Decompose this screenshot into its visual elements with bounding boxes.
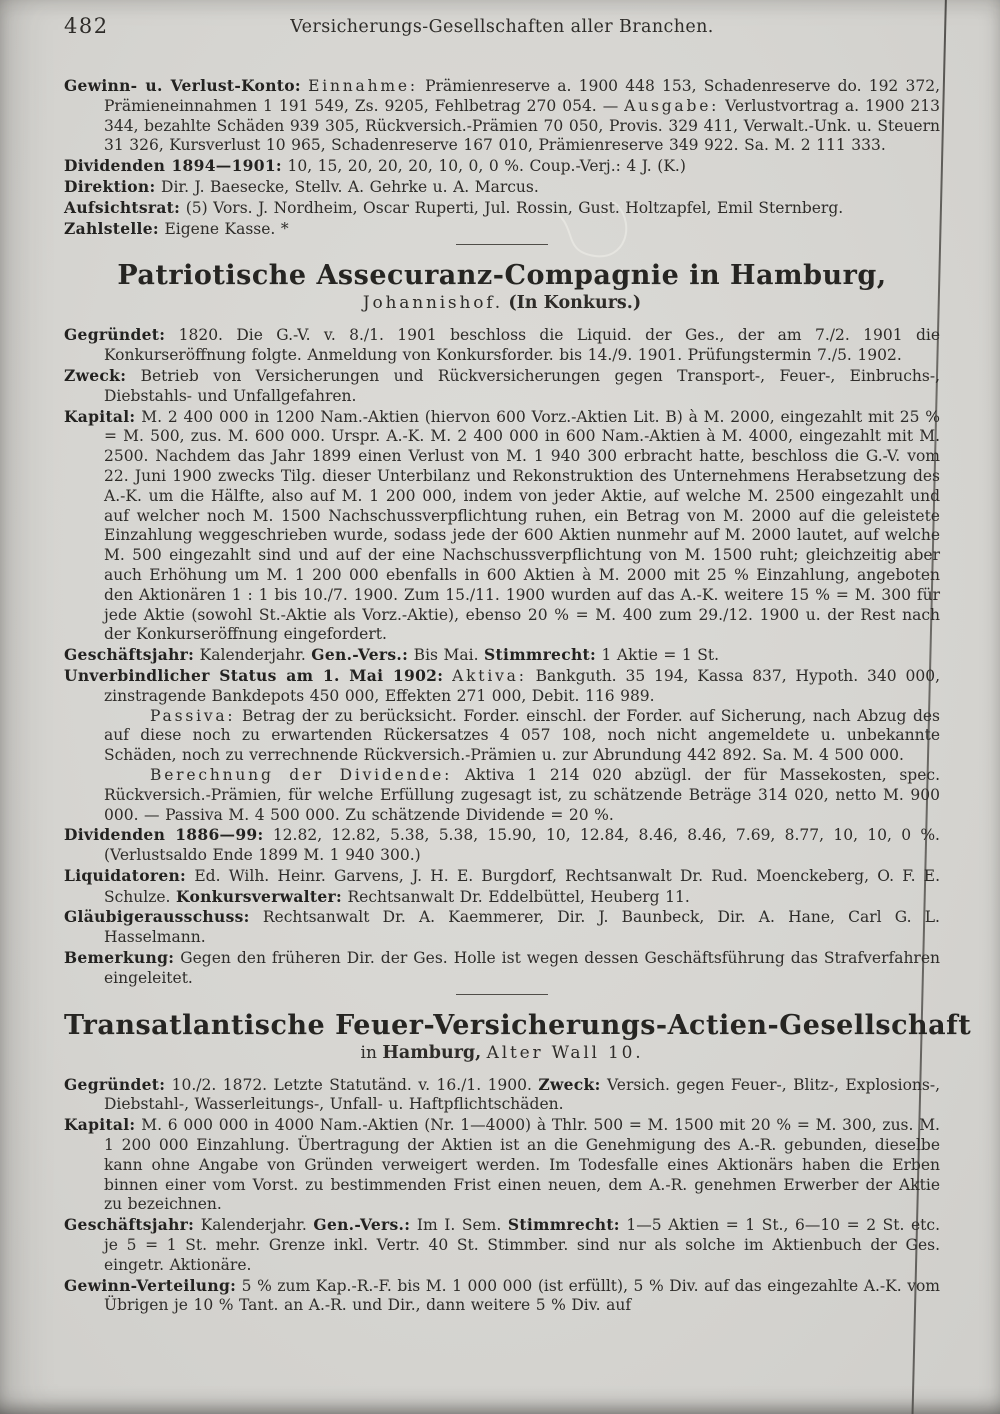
entry-paragraph: Passiva: Betrag der zu berücksicht. Forder. einschl. der Forder. auf Sicherung, nach Abzug des auf diese noch zu erwartenden Rückersatzes 4 057 108, noch nicht angemeldete u. unbekannte Schäden, noch zu verrechnende Rückversich.-Prämien u. zur Abrundung 442 892. Sa. M. 4 500 000. [104, 706, 940, 765]
section-divider [456, 994, 548, 995]
entry-paragraph: Dividenden 1894—1901: 10, 15, 20, 20, 20, 10, 0, 0 %. Coup.-Verj.: 4 J. (K.) [64, 156, 686, 176]
entry-paragraph: Gegründet: 10./2. 1872. Letzte Statutänd. v. 16./1. 1900. Zweck: Versich. gegen Feuer-, Blitz-, Explosions-, Diebstahl-, Wasserleitungs-, Unfall- u. Haftpflichtschäden. [64, 1074, 941, 1114]
entry-paragraph: Dividenden 1886—99: 12.82, 12.82, 5.38, 5.38, 15.90, 10, 12.84, 8.46, 8.46, 7.69, 8.77, 10, 10, 0 %. (Verlustsaldo Ende 1899 M. 1 940 300.) [64, 825, 940, 865]
entry-subtitle: in Hamburg, Alter Wall 10. [360, 1042, 644, 1063]
entry-title: Patriotische Assecuranz-Compagnie in Hamburg, [117, 260, 887, 292]
entry-paragraph: Geschäftsjahr: Kalenderjahr. Gen.-Vers.: Bis Mai. Stimmrecht: 1 Aktie = 1 St. [64, 645, 720, 665]
entry-paragraph: Gläubigerausschuss: Rechtsanwalt Dr. A. Kaemmerer, Dir. J. Baunbeck, Dir. A. Hane, Carl G. L. Hasselmann. [64, 907, 940, 947]
entry-transatlantische-feuer [64, 1009, 972, 1317]
entry-paragraph: Zweck: Betrieb von Versicherungen und Rückversicherungen gegen Transport-, Feuer-, Einbruchs-, Diebstahls- und Unfallgefahren. [64, 365, 940, 405]
running-title: Versicherungs-Gesellschaften aller Branchen. [290, 17, 714, 37]
entry-paragraph: Gegründet: 1820. Die G.-V. v. 8./1. 1901 beschloss die Liquid. der Ges., der am 7./2. 1901 die Konkurseröffnung folgte. Anmeldung von Konkursforder. bis 14./9. 1901. Prüfungstermin 7./5. 1902. [64, 325, 940, 365]
entry-paragraph: Gewinn-Verteilung: 5 % zum Kap.-R.-F. bis M. 1 000 000 (ist erfüllt), 5 % Div. auf das eingezahlte A.-K. vom Übrigen je 10 % Tant. an A.-R. und Dir., dann weitere 5 % Div. auf [64, 1275, 940, 1315]
page-number: 482 [64, 14, 109, 38]
entry-paragraph: Bemerkung: Gegen den früheren Dir. der Ges. Holle ist wegen dessen Geschäftsführung das Strafverfahren eingeleitet. [64, 948, 940, 987]
entry-paragraph: Unverbindlicher Status am 1. Mai 1902: Aktiva: Bankguth. 35 194, Kassa 837, Hypoth. 340 000, zinstragende Bankdepots 450 000, Effekten 271 000, Debit. 116 989. [64, 665, 940, 705]
page-content [64, 0, 972, 1316]
entry-gewinn-verlust-continuation [64, 76, 940, 245]
entry-paragraph: Kapital: M. 6 000 000 in 4000 Nam.-Aktien (Nr. 1—4000) à Thlr. 500 = M. 1500 mit 20 % = M. 300, zus. M. 1 200 000 Einzahlung. Übertragung der Aktien ist an die Genehmigung des A.-R. gebunden, dieselbe kann ohne Angabe von Gründen verweigert werden. Im Todesfalle eines Aktionärs haben die Erben binnen einer vom Vorst. zu bestimmenden Frist einen neuen, dem A.-R. genehmen Erwerber der Aktie zu bezeichnen. [64, 1115, 940, 1214]
entry-paragraph: Liquidatoren: Ed. Wilh. Heinr. Garvens, J. H. E. Burgdorf, Rechtsanwalt Dr. Rud. Moenckeberg, O. F. E. Schulze. Konkursverwalter: Rechtsanwalt Dr. Eddelbüttel, Heuberg 11. [64, 865, 940, 906]
entry-paragraph: Kapital: M. 2 400 000 in 1200 Nam.-Aktien (hiervon 600 Vorz.-Aktien Lit. B) à M. 2000, eingezahlt mit 25 % = M. 500, zus. M. 600 000. Urspr. A.-K. M. 2 400 000 in 600 Nam.-Aktien à M. 4000, eingezahlt mit M. 2500. Nachdem das Jahr 1899 einen Verlust von M. 1 940 300 erbracht hatte, beschloss die G.-V. vom 22. Juni 1900 zwecks Tilg. dieser Unterbilanz und Rekonstruktion des Unternehmens Herabsetzung des A.-K. um die Hälfte, also auf M. 1 200 000, indem von jeder Aktie, auf welche M. 2500 eingezahlt und auf welcher noch M. 1500 Nachschussverpflichtung ruhen, ein Betrag von M. 2000 auf die geleistete Einzahlung weggeschrieben wurde, sodass jede der 600 Aktien nunmehr auf M. 2000 lautet, auf welche M. 500 eingezahlt sind und auf der eine Nachschussverpflichtung von M. 1500 ruht; gleichzeitig aber auch Erhöhung um M. 1 200 000 ebenfalls in 600 Aktien à M. 2000 mit 25 % Einzahlung, angeboten den Aktionären 1 : 1 bis 10./7. 1900. Zum 15./11. 1900 wurden auf das A.-K. weitere 15 % = M. 300 für jede Aktie (sowohl St.-Aktie als Vorz.-Aktie), ebenso 20 % = M. 400 zum 29./12. 1900 u. der Rest nach der Konkurseröffnung eingefordert. [64, 406, 940, 644]
section-divider [456, 244, 548, 245]
entry-patriotische-assecuranz [64, 260, 940, 994]
entry-paragraph: Zahlstelle: Eigene Kasse. * [64, 218, 289, 238]
entries-container [64, 76, 972, 1316]
entry-title: Transatlantische Feuer-Versicherungs-Actien-Gesellschaft [64, 1009, 972, 1041]
entry-paragraph: Geschäftsjahr: Kalenderjahr. Gen.-Vers.: Im I. Sem. Stimmrecht: 1—5 Aktien = 1 St., 6—10 = 2 St. etc. je 5 = 1 St. mehr. Grenze inkl. Vertr. 40 St. Stimmber. sind nur als solche im Aktienbuch der Ges. eingetr. Aktionäre. [64, 1215, 940, 1274]
entry-paragraph: Aufsichtsrat: (5) Vors. J. Nordheim, Oscar Ruperti, Jul. Rossin, Gust. Holtzapfel, Emil Sternberg. [64, 197, 844, 217]
entry-paragraph: Direktion: Dir. J. Baesecke, Stellv. A. Gehrke u. A. Marcus. [64, 176, 539, 196]
entry-paragraph: Berechnung der Dividende: Aktiva 1 214 020 abzügl. der für Massekosten, spec. Rückversich.-Prämien, für welche Erfüllung zugesagt ist, zu schätzende Beträge 314 020, netto M. 900 000. — Passiva M. 4 500 000. Zu schätzende Dividende = 20 %. [104, 765, 940, 824]
entry-subtitle: Johannishof. (In Konkurs.) [362, 293, 642, 314]
entry-paragraph: Gewinn- u. Verlust-Konto: Einnahme: Prämienreserve a. 1900 448 153, Schadenreserve do. 192 372, Prämieneinnahmen 1 191 549, Zs. 9205, Fehlbetrag 270 054. — Ausgabe: Verlustvortrag a. 1900 213 344, bezahlte Schäden 939 305, Rückversich.-Prämien 70 050, Provis. 329 411, Verwalt.-Unk. u. Steuern 31 326, Kursverlust 10 965, Schadenreserve 167 010, Prämienreserve 349 922. Sa. M. 2 111 333. [64, 76, 941, 155]
running-header [64, 0, 940, 45]
